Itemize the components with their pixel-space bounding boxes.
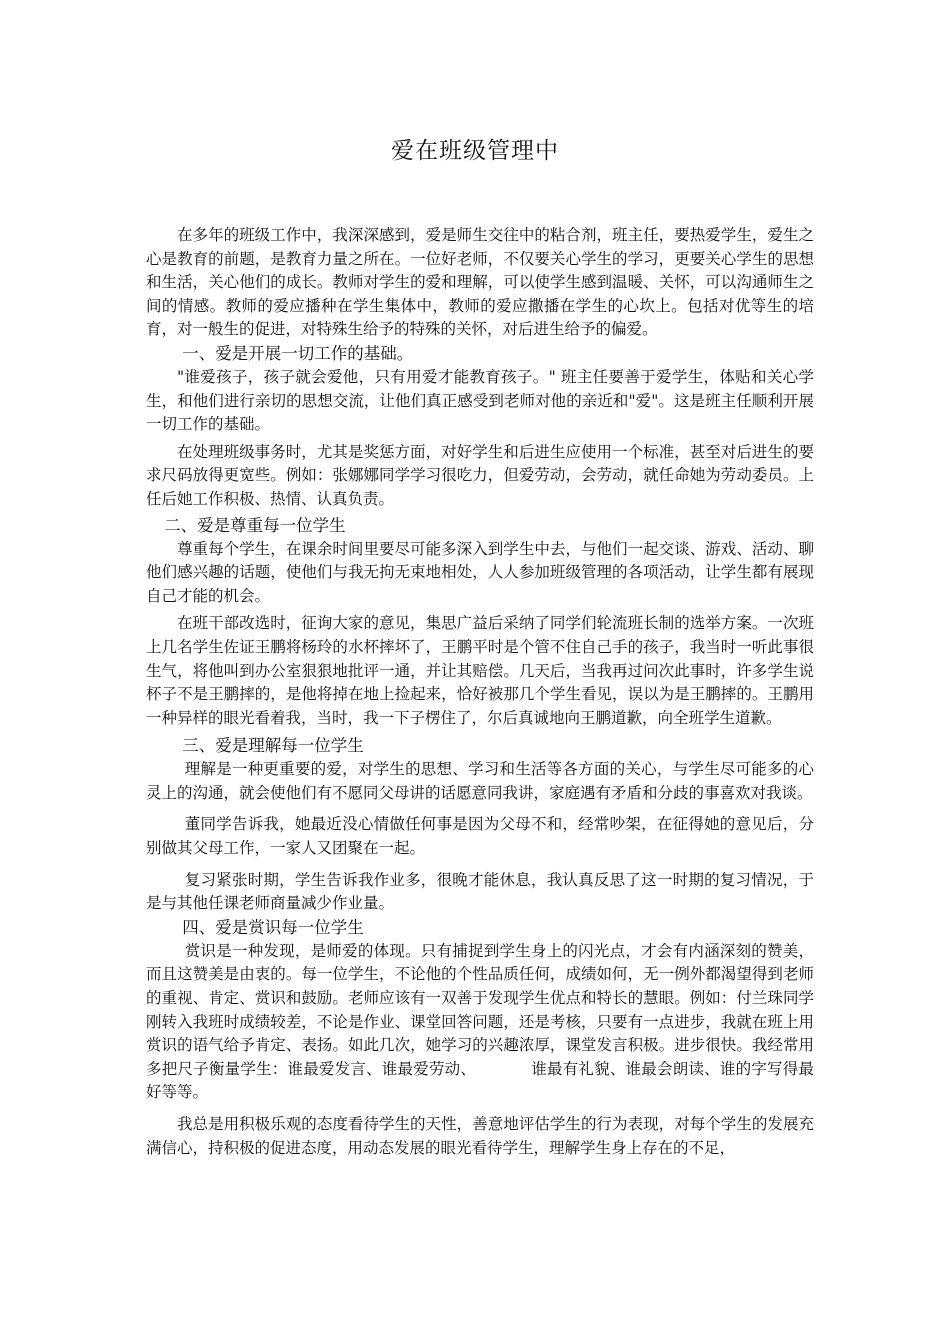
section-4-paragraph-2: 我总是用积极乐观的态度看待学生的天性，善意地评估学生的行为表现，对每个学生的发展充满信心，持积极的促进态度，用动态发展的眼光看待学生，理解学生身上存在的不足，: [146, 1115, 814, 1157]
section-4-paragraph-1: 赏识是一种发现，是师爱的体现。只有捕捉到学生身上的闪光点，才会有内涵深刻的赞美，而且这赞美是由衷的。每一位学生，不论他的个性品质任何，成绩如何，无一例外都渴望得到老师的重视、肯定、赏识和鼓励。老师应该有一双善于发现学生优点和特长的慧眼。例如：付兰珠同学刚转入我班时成绩较差，不论是作业、课堂回答问题，还是考核，只要有一点进步，我就在班上用赏识的语气给予肯定、表扬。如此几次，她学习的兴趣浓厚，课堂发言积极。进步很快。我经常用多把尺子衡量学生：谁最爱发言、谁最爱劳动、 谁最有礼貌、谁最会朗读、谁的字写得最好等等。: [146, 941, 814, 1102]
document-title: 爱在班级管理中: [391, 138, 559, 164]
section-3-paragraph-3: 复习紧张时期，学生告诉我作业多，很晚才能休息，我认真反思了这一时期的复习情况，于是与其他任课老师商量减少作业量。: [146, 870, 814, 913]
section-heading-3: 三、爱是理解每一位学生: [182, 736, 364, 756]
document-body: [146, 224, 814, 1160]
section-heading-1: 一、爱是开展一切工作的基础。: [182, 343, 414, 363]
section-1-paragraph-2: 在处理班级事务时，尤其是奖惩方面，对好学生和后进生应使用一个标准，甚至对后进生的要求尺码放得更宽些。例如：张娜娜同学学习很吃力，但爱劳动，会劳动，就任命她为劳动委员。上任后她工作积极、热情、认真负责。: [146, 442, 814, 508]
section-2-paragraph-1: 尊重每个学生，在课余时间里要尽可能多深入到学生中去，与他们一起交谈、游戏、活动、聊他们感兴趣的话题，使他们与我无拘无束地相处，人人参加班级管理的各项活动，让学生都有展现自己才能的机会。: [146, 539, 814, 605]
intro-paragraph: 在多年的班级工作中，我深深感到，爱是师生交往中的粘合剂，班主任，要热爱学生，爱生之心是教育的前题，是教育力量之所在。一位好老师，不仅要关心学生的学习，更要关心学生的思想和生活，关心他们的成长。教师对学生的爱和理解，可以使学生感到温暖、关怀，可以沟通师生之间的情感。教师的爱应播种在学生集体中，教师的爱应撒播在学生的心坎上。包括对优等生的培育，对一般生的促进，对特殊生给予的特殊的关怀，对后进生给予的偏爱。: [146, 226, 814, 339]
section-heading-4: 四、爱是赏识每一位学生: [182, 917, 364, 937]
section-heading-2: 二、爱是尊重每一位学生: [164, 515, 346, 535]
section-1-paragraph-1: "谁爱孩子，孩子就会爱他，只有用爱才能教育孩子。" 班主任要善于爱学生，体贴和关心学生，和他们进行亲切的思想交流，让他们真正感受到老师对他的亲近和"爱"。这是班主任顺利开展一切工作的基础。: [146, 367, 814, 434]
section-3-paragraph-1: 理解是一种更重要的爱，对学生的思想、学习和生活等各方面的关心，与学生尽可能多的心灵上的沟通，就会使他们有不愿同父母讲的话愿意同我讲，家庭遇有矛盾和分歧的事喜欢对我谈。: [146, 760, 814, 802]
section-3-paragraph-2: 董同学告诉我，她最近没心情做任何事是因为父母不和，经常吵架，在征得她的意见后，分别做其父母工作，一家人又团聚在一起。: [146, 815, 814, 858]
section-2-paragraph-2: 在班干部改选时，征询大家的意见，集思广益后采纳了同学们轮流班长制的选举方案。一次班上几名学生佐证王鹏将杨玲的水杯摔坏了，王鹏平时是个管不住自己手的孩子，我当时一听此事很生气，将他叫到办公室狠狠地批评一通，并让其赔偿。几天后，当我再过问次此事时，许多学生说杯子不是王鹏摔的，是他将掉在地上捡起来，恰好被那几个学生看见，误以为是王鹏摔的。王鹏用一种异样的眼光看着我，当时，我一下子楞住了，尔后真诚地向王鹏道歉，向全班学生道歉。: [146, 614, 814, 727]
